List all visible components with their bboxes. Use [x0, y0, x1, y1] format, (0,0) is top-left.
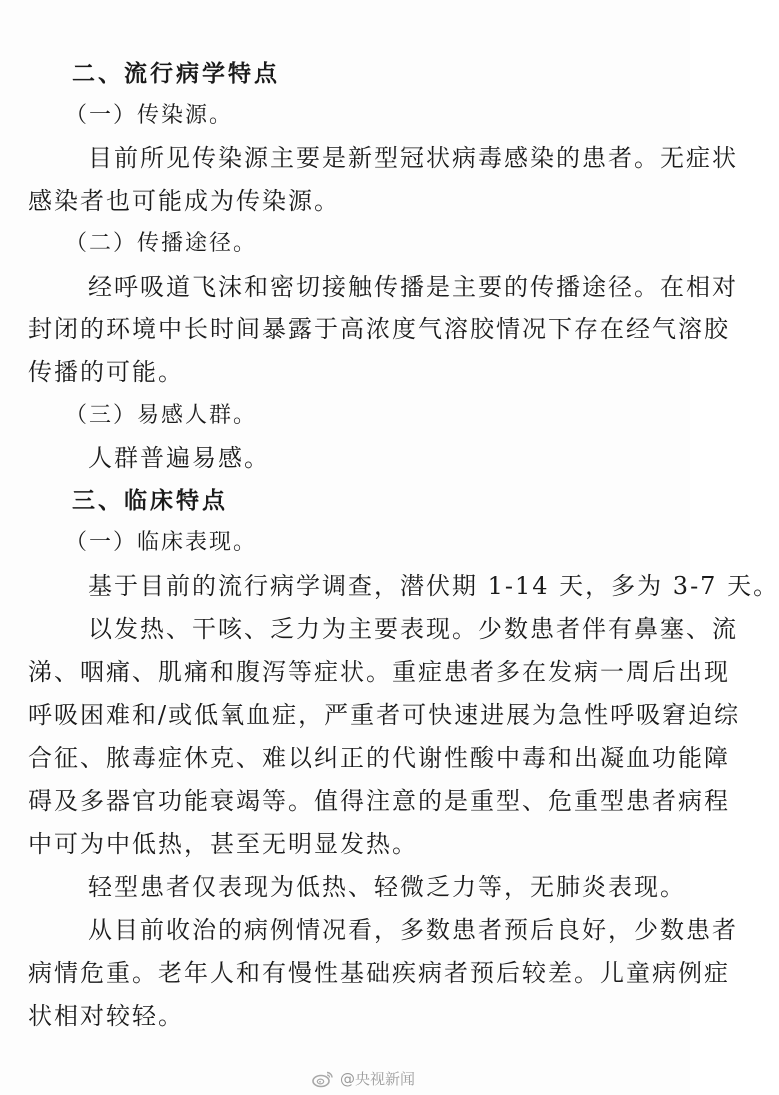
paragraph-line: 合征、脓毒症休克、难以纠正的代谢性酸中毒和出凝血功能障 [28, 744, 730, 772]
subsection-heading-infection-source: （一）传染源。 [65, 103, 234, 128]
paragraph-line: 从目前收治的病例情况看，多数患者预后良好，少数患者 [88, 916, 738, 944]
paragraph-line: 封闭的环境中长时间暴露于高浓度气溶胶情况下存在经气溶胶 [28, 315, 730, 343]
paragraph-line: 目前所见传染源主要是新型冠状病毒感染的患者。无症状 [88, 144, 738, 172]
paragraph-line: 感染者也可能成为传染源。 [28, 187, 340, 215]
paragraph-line: 状相对较轻。 [28, 1002, 184, 1030]
paragraph-line: 以发热、干咳、乏力为主要表现。少数患者伴有鼻塞、流 [88, 615, 738, 643]
subsection-heading-susceptible: （三）易感人群。 [65, 403, 258, 428]
paragraph-line: 涕、咽痛、肌痛和腹泻等症状。重症患者多在发病一周后出现 [28, 658, 730, 686]
subsection-heading-clinical-manifestation: （一）临床表现。 [65, 530, 258, 555]
paragraph-line: 经呼吸道飞沫和密切接触传播是主要的传播途径。在相对 [88, 273, 738, 301]
paragraph-line: 碍及多器官功能衰竭等。值得注意的是重型、危重型患者病程 [28, 787, 730, 815]
watermark-text: @央视新闻 [340, 1070, 416, 1088]
paragraph-line: 传播的可能。 [28, 358, 184, 386]
section-heading-clinical: 三、临床特点 [72, 488, 228, 514]
paragraph-line: 中可为中低热，甚至无明显发热。 [28, 830, 418, 858]
paragraph-line: 呼吸困难和/或低氧血症，严重者可快速进展为急性呼吸窘迫综 [28, 701, 741, 729]
paragraph-line: 轻型患者仅表现为低热、轻微乏力等，无肺炎表现。 [88, 873, 686, 901]
weibo-watermark [312, 1068, 415, 1089]
paragraph-line: 基于目前的流行病学调查，潜伏期 1-14 天，多为 3-7 天。 [88, 572, 779, 600]
paragraph-line: 人群普遍易感。 [88, 444, 270, 472]
paragraph-line: 病情危重。老年人和有慢性基础疾病者预后较差。儿童病例症 [28, 959, 730, 987]
section-heading-epidemiology: 二、流行病学特点 [72, 61, 280, 87]
subsection-heading-transmission: （二）传播途径。 [65, 231, 258, 256]
weibo-logo-icon [312, 1070, 334, 1088]
